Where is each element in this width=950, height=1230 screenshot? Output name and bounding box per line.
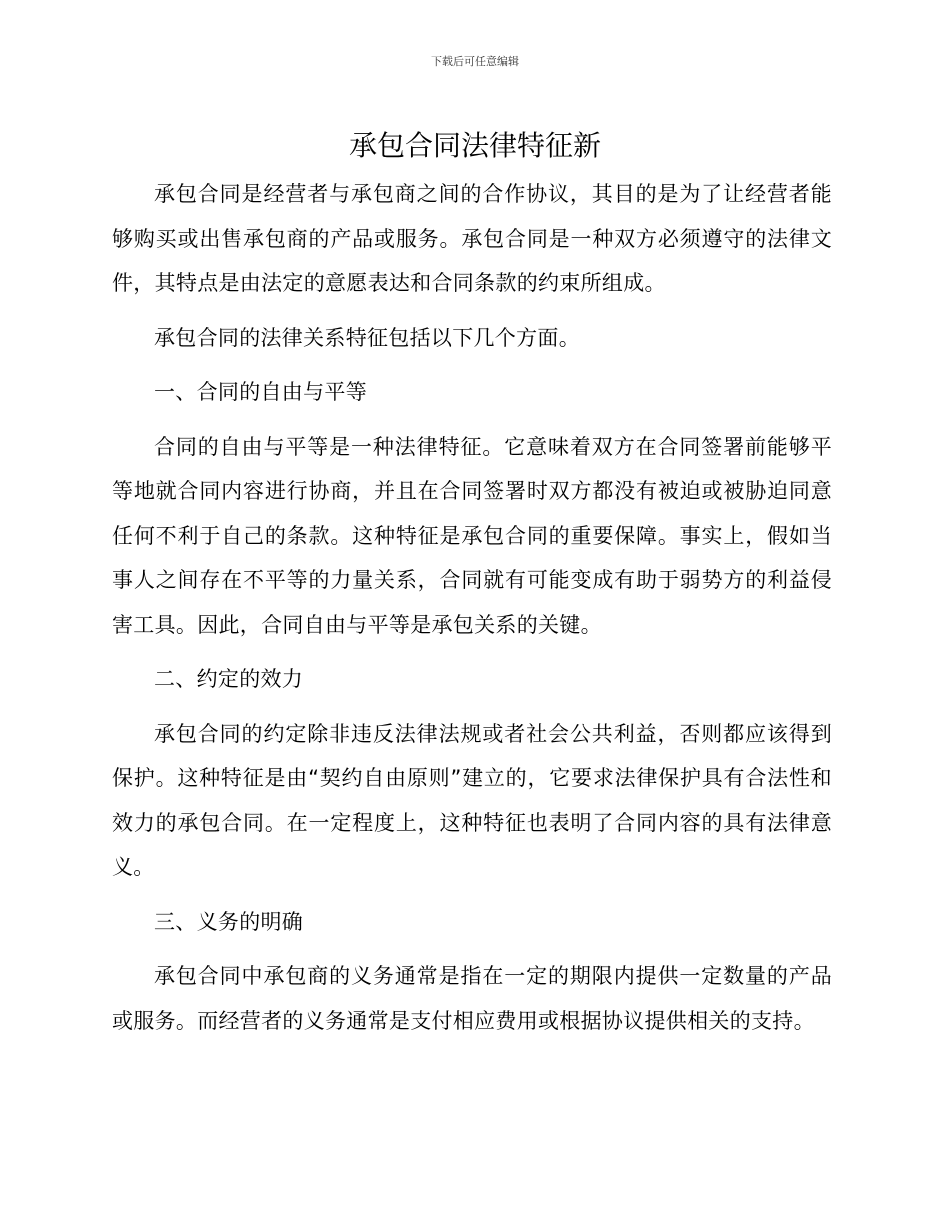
section-heading-freedom-equality: 一、合同的自由与平等 (154, 380, 367, 404)
section-heading-agreement-validity: 二、约定的效力 (154, 667, 304, 691)
overview-paragraph: 承包合同的法律关系特征包括以下几个方面。 (154, 325, 580, 350)
document-title: 承包合同法律特征新 (348, 129, 601, 162)
header-note: 下载后可任意编辑 (431, 55, 519, 68)
document-body (112, 172, 832, 1053)
obligations-paragraph: 承包合同中承包商的义务通常是指在一定的期限内提供一定数量的产品或服务。而经营者的义务通常是支付相应费用或根据协议提供相关的支持。 (112, 964, 832, 1033)
intro-paragraph: 承包合同是经营者与承包商之间的合作协议，其目的是为了让经营者能够购买或出售承包商的产品或服务。承包合同是一种双方必须遵守的法律文件，其特点是由法定的意愿表达和合同条款的约束所组成。 (112, 182, 832, 295)
section-heading-obligations: 三、义务的明确 (154, 909, 304, 934)
freedom-equality-paragraph: 合同的自由与平等是一种法律特征。它意味着双方在合同签署前能够平等地就合同内容进行协商，并且在合同签署时双方都没有被迫或被胁迫同意任何不利于自己的条款。这种特征是承包合同的重要保障。事实上，假如当事人之间存在不平等的力量关系，合同就有可能变成有助于弱势方的利益侵害工具。因此，合同自由与平等是承包关系的关键。 (112, 434, 832, 637)
agreement-validity-paragraph: 承包合同的约定除非违反法律法规或者社会公共利益，否则都应该得到保护。这种特征是由“契约自由原则”建立的，它要求法律保护具有合法性和效力的承包合同。在一定程度上，这种特征也表明了合同内容的具有法律意义。 (112, 721, 832, 879)
